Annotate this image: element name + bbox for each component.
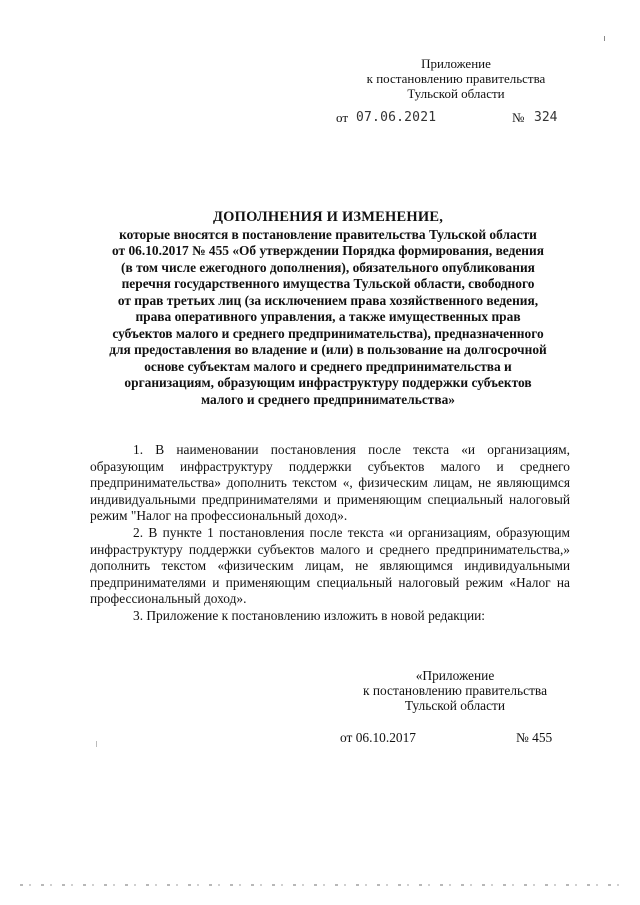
document-body (90, 442, 570, 625)
from-label: от (336, 110, 349, 125)
title-line: организациям, образующим инфраструктуру поддержки субъектов (124, 375, 532, 390)
document-title (86, 209, 570, 408)
appendix-line: Приложение (421, 56, 491, 71)
resolution-number: 324 (534, 110, 558, 125)
quoted-appendix-line: к постановлению правительства (362, 683, 548, 698)
title-line: права оперативного управления, а также имущественных прав (135, 309, 521, 324)
quoted-date: от 06.10.2017 (340, 730, 416, 745)
scan-edge-artifact (20, 884, 620, 886)
title-line: малого и среднего предпринимательства» (201, 391, 455, 407)
paragraph-2: 2. В пункте 1 постановления после текста «и организациям, образующим инфраструктуру поддержки субъектов малого и среднего предпринимательства,» дополнить текстом «физическим лицам, не являющимся индивидуальными предпринимателями и применяющим специальный налоговый режим «Налог на профессиональный доход». (90, 524, 570, 607)
resolution-date: 07.06.2021 (356, 110, 437, 125)
scan-artifact (96, 741, 97, 747)
title-line: от 06.10.2017 № 455 «Об утверждении Порядка формирования, ведения (112, 243, 544, 258)
title-line: (в том числе ежегодного дополнения), обязательного опубликования (121, 259, 535, 275)
quoted-appendix-header (340, 668, 570, 713)
title-line: перечня государственного имущества Тульской области, свободного (121, 276, 535, 291)
quoted-number: № 455 (516, 730, 553, 745)
quoted-appendix-line: Тульской области (404, 698, 506, 713)
scan-artifact (604, 36, 605, 41)
appendix-line: к постановлению правительства (366, 71, 546, 86)
appendix-line: Тульской области (407, 86, 505, 101)
title-line: от прав третьих лиц (за исключением права хозяйственного ведения, (117, 292, 539, 308)
title-line: которые вносятся в постановление правительства Тульской области (119, 226, 537, 242)
title-line: субъектов малого и среднего предпринимательства), предназначенного (112, 325, 544, 341)
paragraph-1: 1. В наименовании постановления после текста «и организациям, образующим инфраструктуру поддержки субъектов малого и среднего предпринимательства» дополнить текстом «, физическим лицам, не являющимся индивидуальными предпринимателями и применяющим специальный налоговый режим "Налог на профессиональный доход». (90, 442, 570, 524)
title-heading: ДОПОЛНЕНИЯ И ИЗМЕНЕНИЕ, (212, 209, 444, 225)
title-line: основе субъектам малого и среднего предпринимательства и (144, 358, 512, 374)
quoted-appendix-line: «Приложение (415, 668, 495, 683)
number-label: № (512, 110, 525, 125)
appendix-header (341, 56, 571, 101)
title-line: для предоставления во владение и (или) в пользование на долгосрочной (109, 342, 547, 357)
paragraph-3: 3. Приложение к постановлению изложить в новой редакции: (133, 607, 486, 623)
